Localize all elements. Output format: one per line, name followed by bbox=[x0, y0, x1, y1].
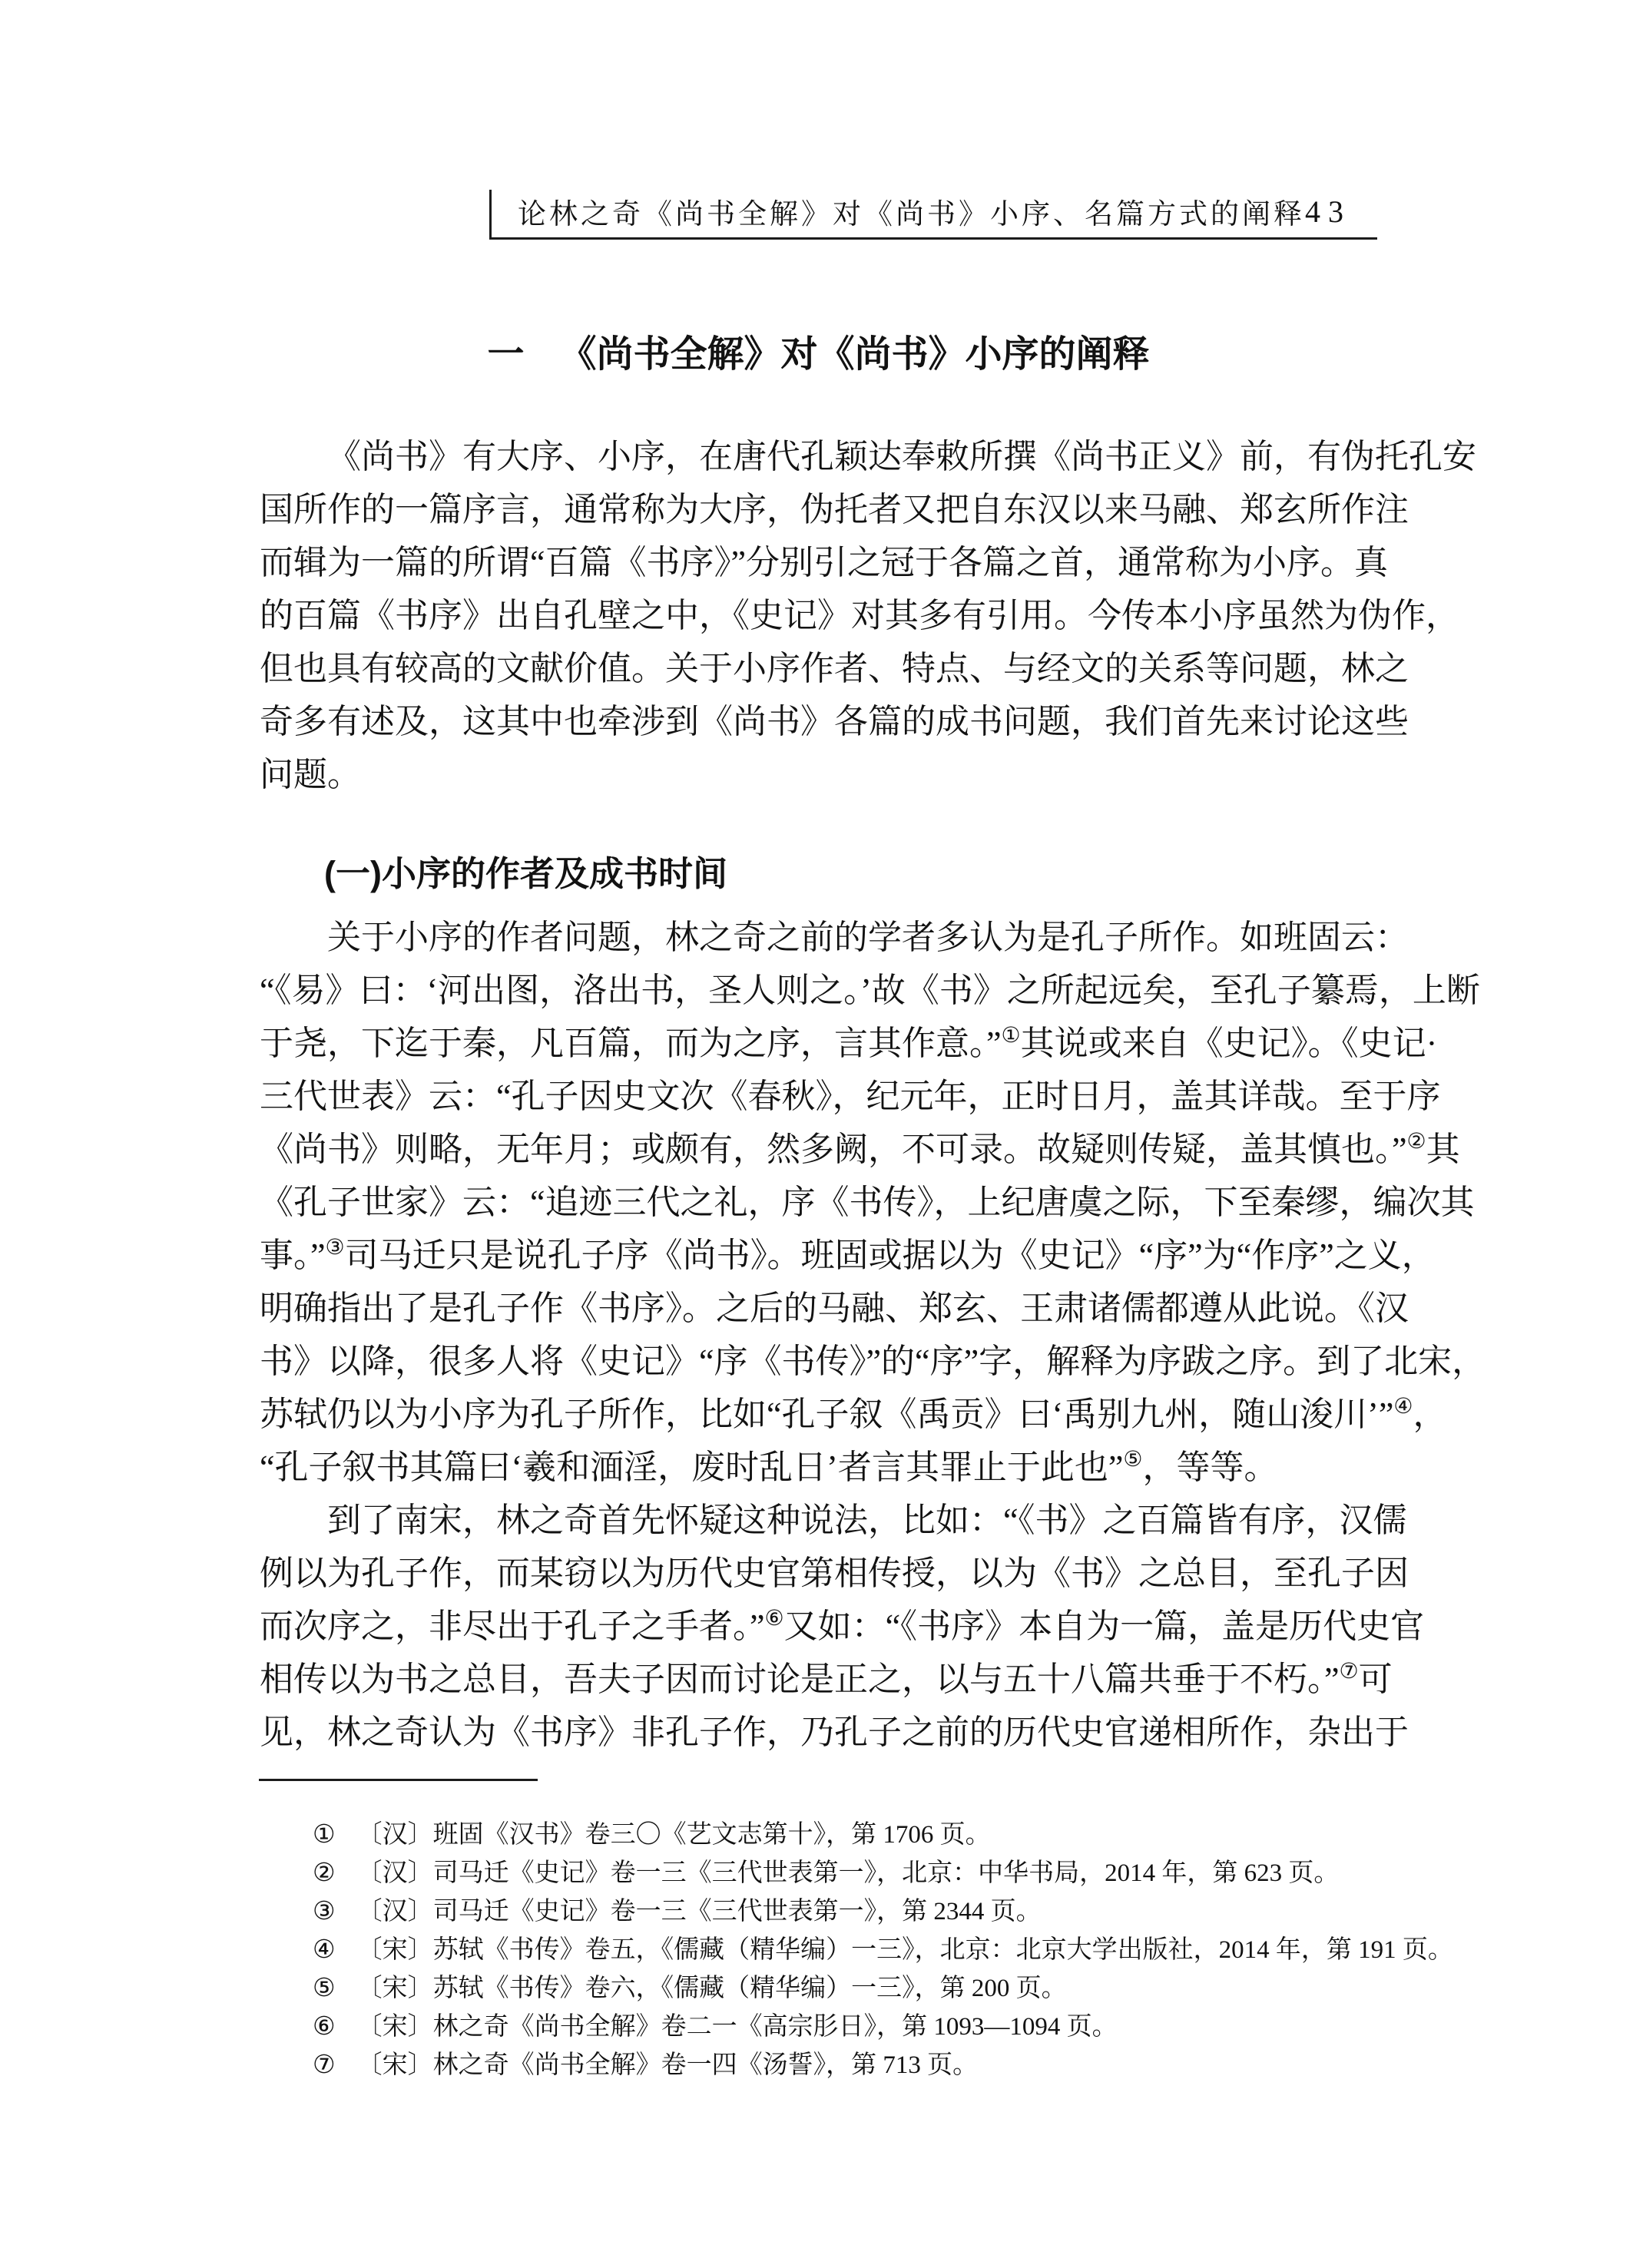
section-title-text: 《尚书全解》对《尚书》小序的阐释 bbox=[559, 334, 1150, 375]
text-line: 奇多有述及，这其中也牵涉到《尚书》各篇的成书问题，我们首先来讨论这些 bbox=[260, 703, 1409, 740]
text-line: 《尚书》有大序、小序，在唐代孔颖达奉敕所撰《尚书正义》前，有伪托孔安 bbox=[327, 438, 1476, 475]
footnote-marker: ⑤ bbox=[313, 1975, 336, 2002]
footnote-marker: ① bbox=[313, 1821, 336, 1849]
text-line: 三代世表》云：“孔子因史文次《春秋》，纪元年，正时日月，盖其详哉。至于序 bbox=[260, 1078, 1441, 1115]
footnote-separator-rule bbox=[259, 1779, 538, 1781]
footnote-item bbox=[260, 2008, 1389, 2046]
footnote-text: 〔宋〕苏轼《书传》卷六，《儒藏（精华编）一三》，第 200 页。 bbox=[356, 1975, 1067, 2002]
text-line: 苏轼仍以为小序为孔子所作，比如“孔子叙《禹贡》曰‘禹别九州，随山浚川’”④， bbox=[260, 1395, 1447, 1433]
text-line: “孔子叙书其篇曰‘羲和湎淫，废时乱日’者言其罪止于此也”⑤，等等。 bbox=[260, 1448, 1278, 1486]
text-line: 《尚书》则略，无年月；或颇有，然多阙，不可录。故疑则传疑，盖其慎也。”②其 bbox=[260, 1130, 1460, 1168]
footnote-ref: ⑦ bbox=[1339, 1660, 1359, 1684]
text-line: 《孔子世家》云：“追迹三代之礼，序《书传》，上纪唐虞之际，下至秦缪，编次其 bbox=[260, 1184, 1475, 1221]
footnote-marker: ③ bbox=[313, 1898, 336, 1925]
footnote-marker: ⑥ bbox=[313, 2013, 336, 2041]
text-line: 见，林之奇认为《书序》非孔子作，乃孔子之前的历代史官递相所作，杂出于 bbox=[260, 1713, 1409, 1751]
text-line: 但也具有较高的文献价值。关于小序作者、特点、与经文的关系等问题，林之 bbox=[260, 650, 1409, 687]
footnote-ref: ③ bbox=[325, 1236, 345, 1260]
footnote-text: 〔宋〕苏轼《书传》卷五，《儒藏（精华编）一三》，北京：北京大学出版社，2014 年，第 191 页。 bbox=[356, 1936, 1453, 1964]
text-line: 关于小序的作者问题，林之奇之前的学者多认为是孔子所作。如班固云： bbox=[327, 919, 1409, 956]
footnote-item bbox=[260, 1969, 1389, 2008]
running-head bbox=[489, 190, 1377, 240]
footnote-marker: ② bbox=[313, 1859, 336, 1887]
paragraph-1 bbox=[260, 430, 1476, 801]
section-title bbox=[260, 324, 1377, 377]
paragraph-2 bbox=[260, 911, 1486, 1494]
footnote-item bbox=[260, 1816, 1389, 1854]
text-line: 事。”③司马迁只是说孔子序《尚书》。班固或据以为《史记》“序”为“作序”之义， bbox=[260, 1236, 1436, 1274]
footnote-text: 〔汉〕司马迁《史记》卷一三《三代世表第一》，北京：中华书局，2014 年，第 623 页。 bbox=[356, 1859, 1340, 1887]
footnote-ref: ⑥ bbox=[764, 1607, 784, 1631]
footnote-text: 〔宋〕林之奇《尚书全解》卷一四《汤誓》，第 713 页。 bbox=[356, 2051, 979, 2079]
paragraph-3 bbox=[260, 1494, 1425, 1759]
text-line: 明确指出了是孔子作《书序》。之后的马融、郑玄、王肃诸儒都遵从此说。《汉 bbox=[260, 1290, 1409, 1327]
footnote-ref: ① bbox=[1001, 1024, 1021, 1048]
text-line: 而次序之，非尽出于孔子之手者。”⑥又如：“《书序》本自为一篇，盖是历代史官 bbox=[260, 1607, 1425, 1645]
text-line: 例以为孔子作，而某窃以为历代史官第相传授，以为《书》之总目，至孔子因 bbox=[260, 1554, 1409, 1592]
text-line: 问题。 bbox=[260, 756, 361, 793]
footnotes bbox=[260, 1816, 1453, 2084]
text-line: 的百篇《书序》出自孔壁之中，《史记》对其多有引用。今传本小序虽然为伪作， bbox=[260, 597, 1459, 634]
body-text-block bbox=[260, 911, 1486, 1759]
footnote-ref: ② bbox=[1406, 1130, 1426, 1154]
footnote-text: 〔宋〕林之奇《尚书全解》卷二一《高宗肜日》，第 1093—1094 页。 bbox=[356, 2013, 1118, 2041]
footnote-marker: ⑦ bbox=[313, 2051, 336, 2079]
text-line: 到了南宋，林之奇首先怀疑这种说法，比如：“《书》之百篇皆有序，汉儒 bbox=[327, 1502, 1407, 1539]
subsection-heading: (一)小序的作者及成书时间 bbox=[324, 854, 727, 893]
footnote-item bbox=[260, 2046, 1389, 2084]
footnote-marker: ④ bbox=[313, 1936, 336, 1964]
footnote-ref: ④ bbox=[1393, 1395, 1413, 1419]
footnote-item bbox=[260, 1854, 1389, 1892]
section-number: 一 bbox=[487, 334, 525, 375]
footnote-text: 〔汉〕司马迁《史记》卷一三《三代世表第一》，第 2344 页。 bbox=[356, 1898, 1042, 1925]
text-line: 而辑为一篇的所谓“百篇《书序》”分别引之冠于各篇之首，通常称为小序。真 bbox=[260, 544, 1389, 581]
text-line: 于尧，下迄于秦，凡百篇，而为之序，言其作意。”①其说或来自《史记》。《史记· bbox=[260, 1024, 1438, 1062]
text-line: 书》以降，很多人将《史记》“序《书传》”的“序”字，解释为序跋之序。到了北宋， bbox=[260, 1343, 1486, 1380]
footnote-text: 〔汉〕班固《汉书》卷三〇《艺文志第十》，第 1706 页。 bbox=[356, 1821, 991, 1849]
running-head-title: 论林之奇《尚书全解》对《尚书》小序、名篇方式的阐释 bbox=[518, 199, 1305, 230]
footnote-item bbox=[260, 1892, 1389, 1931]
footnote-item bbox=[260, 1931, 1453, 1969]
page-number: 43 bbox=[1305, 194, 1351, 229]
text-line: 相传以为书之总目，吾夫子因而讨论是正之，以与五十八篇共垂于不朽。”⑦可 bbox=[260, 1660, 1393, 1698]
text-line: “《易》曰：‘河出图，洛出书，圣人则之。’故《书》之所起远矣，至孔子纂焉，上断 bbox=[260, 972, 1480, 1009]
footnote-ref: ⑤ bbox=[1123, 1448, 1143, 1472]
text-line: 国所作的一篇序言，通常称为大序，伪托者又把自东汉以来马融、郑玄所作注 bbox=[260, 491, 1409, 528]
